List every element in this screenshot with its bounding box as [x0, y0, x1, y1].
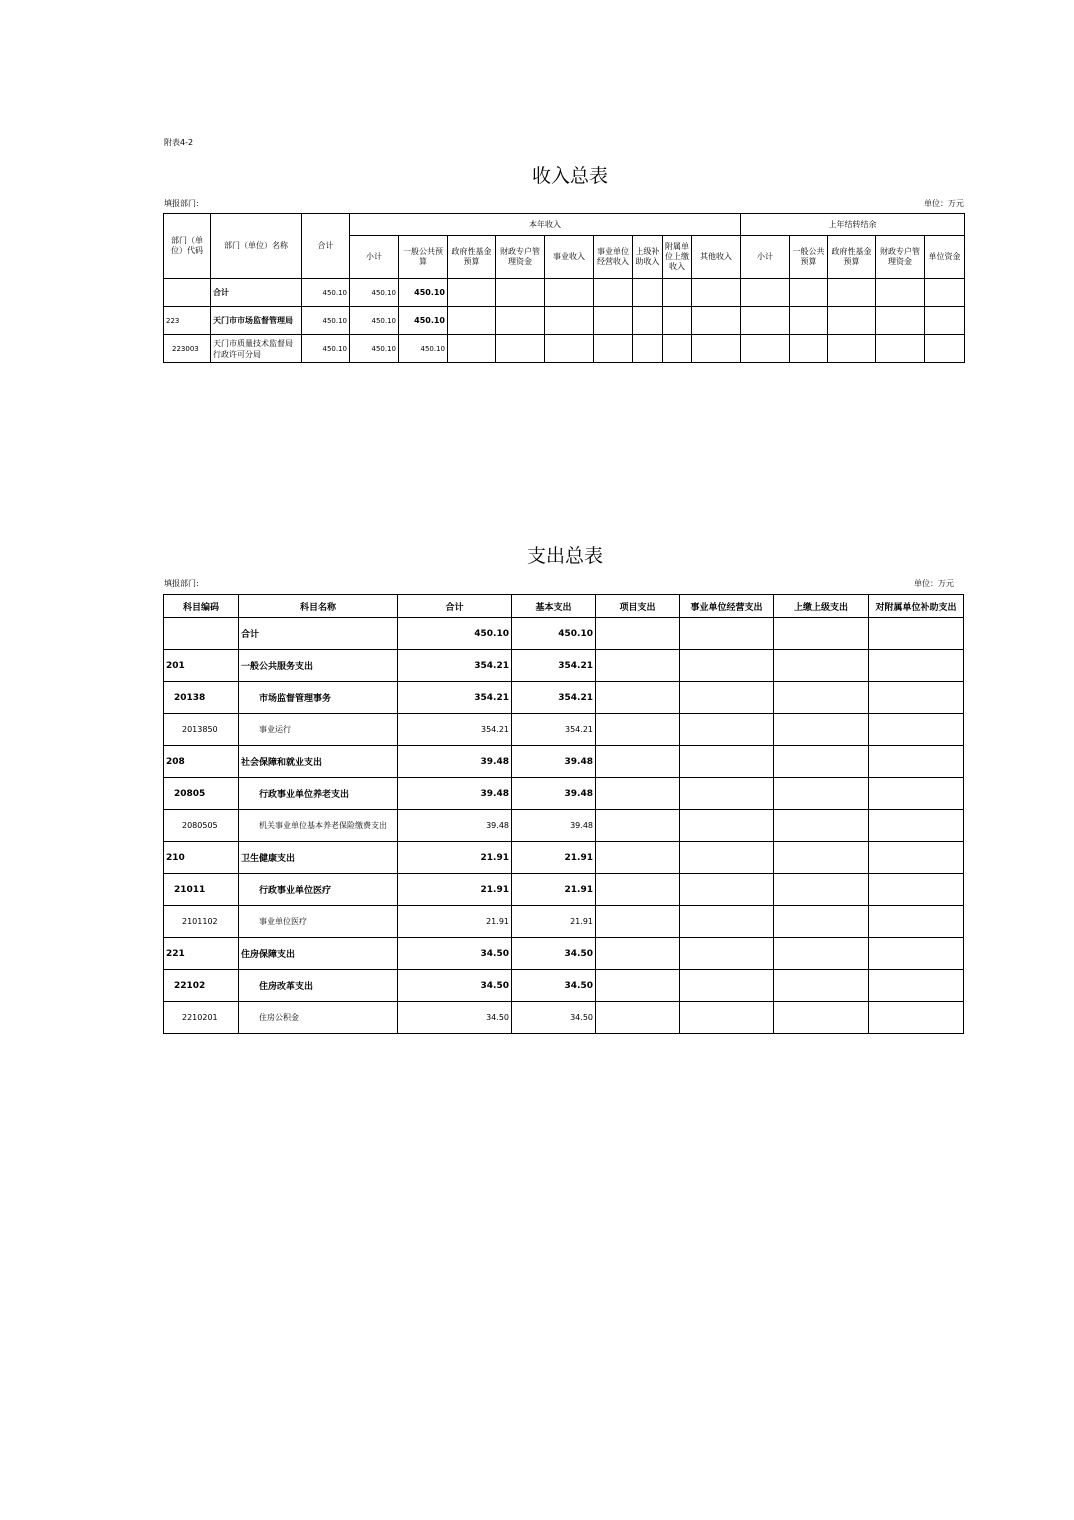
cell-empty [869, 810, 964, 842]
cell-name: 行政事业单位医疗 [239, 874, 398, 906]
expense-fill-dept: 填报部门: [164, 579, 199, 588]
cell-code: 22102 [164, 970, 239, 1002]
cell-total: 39.48 [398, 746, 512, 778]
cell-empty [596, 810, 680, 842]
cell-empty [869, 938, 964, 970]
table-row [164, 810, 964, 842]
cell-basic: 39.48 [512, 778, 596, 810]
cell-empty [680, 682, 774, 714]
cell-empty [680, 842, 774, 874]
cell-basic: 39.48 [512, 810, 596, 842]
col-c-subtotal: 小计 [741, 236, 790, 279]
cell-name: 合计 [239, 618, 398, 650]
cell-empty [869, 842, 964, 874]
cell-name: 一般公共服务支出 [239, 650, 398, 682]
cell-empty [869, 906, 964, 938]
cell-empty [680, 746, 774, 778]
cell-empty [680, 810, 774, 842]
col-total: 合计 [302, 214, 350, 279]
cell-name: 行政事业单位养老支出 [239, 778, 398, 810]
table-row [164, 906, 964, 938]
expense-table [163, 594, 964, 1034]
cell-empty [774, 874, 869, 906]
cell-basic: 450.10 [512, 618, 596, 650]
cell-basic: 354.21 [512, 682, 596, 714]
cell-empty [680, 906, 774, 938]
cell-basic: 34.50 [512, 1002, 596, 1034]
cell-empty [680, 714, 774, 746]
col-subtotal: 小计 [350, 236, 399, 279]
cell-basic: 21.91 [512, 842, 596, 874]
cell-basic: 39.48 [512, 746, 596, 778]
table-row [164, 874, 964, 906]
col-c-gov-fund: 政府性基金预算 [828, 236, 876, 279]
cell-empty [680, 970, 774, 1002]
cell-empty [680, 778, 774, 810]
cell-total: 39.48 [398, 810, 512, 842]
cell-empty [869, 874, 964, 906]
cell-empty [680, 874, 774, 906]
cell-empty [680, 1002, 774, 1034]
income-fill-dept: 填报部门: [164, 199, 199, 208]
cell-code: 20138 [164, 682, 239, 714]
cell-basic: 34.50 [512, 938, 596, 970]
cell-empty [774, 778, 869, 810]
table-row [164, 778, 964, 810]
cell-total: 450.10 [398, 618, 512, 650]
cell-name: 社会保障和就业支出 [239, 746, 398, 778]
table-row: 223 天门市市场监督管理局 450.10 450.10 450.10 [164, 307, 965, 335]
cell-total: 34.50 [398, 970, 512, 1002]
cell-name: 市场监督管理事务 [239, 682, 398, 714]
table-row [164, 842, 964, 874]
cell-code: 21011 [164, 874, 239, 906]
cell-empty [869, 778, 964, 810]
cell-total: 21.91 [398, 906, 512, 938]
cell-empty [869, 714, 964, 746]
cell-empty [774, 746, 869, 778]
cell-code: 201 [164, 650, 239, 682]
table-row [164, 682, 964, 714]
cell-empty [596, 906, 680, 938]
cell-empty [869, 746, 964, 778]
col-operating-income: 事业单位经营收入 [594, 236, 633, 279]
col-gov-fund: 政府性基金预算 [448, 236, 496, 279]
cell-code: 221 [164, 938, 239, 970]
cell-name: 机关事业单位基本养老保险缴费支出 [239, 810, 398, 842]
annex-label: 附表4-2 [164, 138, 194, 147]
cell-empty [680, 618, 774, 650]
cell-code: 2013850 [164, 714, 239, 746]
cell-empty [596, 682, 680, 714]
cell-basic: 21.91 [512, 874, 596, 906]
expense-title: 支出总表 [527, 545, 604, 567]
cell-empty [774, 618, 869, 650]
cell-empty [774, 970, 869, 1002]
table-row [164, 938, 964, 970]
col-basic: 基本支出 [512, 595, 596, 618]
income-unit: 单位：万元 [924, 199, 964, 208]
col-affiliated-income: 附属单位上缴收入 [663, 236, 692, 279]
col-c-general: 一般公共预算 [790, 236, 828, 279]
cell-code: 2101102 [164, 906, 239, 938]
income-table [163, 213, 965, 363]
col-code: 科目编码 [164, 595, 239, 618]
col-operating: 事业单位经营支出 [680, 595, 774, 618]
cell-code: 20805 [164, 778, 239, 810]
cell-empty [774, 810, 869, 842]
col-business-income: 事业收入 [545, 236, 594, 279]
cell-code: 210 [164, 842, 239, 874]
cell-empty [869, 682, 964, 714]
cell-basic: 21.91 [512, 906, 596, 938]
cell-total: 354.21 [398, 650, 512, 682]
cell-empty [774, 938, 869, 970]
col-name: 部门（单位）名称 [211, 214, 302, 279]
income-title: 收入总表 [532, 165, 609, 187]
cell-total: 21.91 [398, 842, 512, 874]
cell-empty [869, 618, 964, 650]
col-total: 合计 [398, 595, 512, 618]
col-affiliated: 对附属单位补助支出 [869, 595, 964, 618]
cell-name: 事业单位医疗 [239, 906, 398, 938]
col-code: 部门（单位）代码 [164, 214, 211, 279]
col-other-income: 其他收入 [692, 236, 741, 279]
cell-total: 34.50 [398, 938, 512, 970]
cell-code: 2080505 [164, 810, 239, 842]
table-row [164, 970, 964, 1002]
col-current-year: 本年收入 [350, 214, 741, 236]
col-project: 项目支出 [596, 595, 680, 618]
col-fiscal-special: 财政专户管理资金 [496, 236, 545, 279]
cell-empty [596, 1002, 680, 1034]
cell-empty [869, 970, 964, 1002]
cell-name: 住房保障支出 [239, 938, 398, 970]
cell-total: 354.21 [398, 682, 512, 714]
cell-empty [596, 746, 680, 778]
col-name: 科目名称 [239, 595, 398, 618]
col-c-unit-fund: 单位资金 [925, 236, 965, 279]
col-c-fiscal-special: 财政专户管理资金 [876, 236, 925, 279]
table-row [164, 746, 964, 778]
cell-total: 354.21 [398, 714, 512, 746]
cell-name: 住房公积金 [239, 1002, 398, 1034]
col-upper: 上缴上级支出 [774, 595, 869, 618]
cell-basic: 354.21 [512, 650, 596, 682]
cell-name: 事业运行 [239, 714, 398, 746]
cell-empty [869, 1002, 964, 1034]
cell-code [164, 618, 239, 650]
col-subsidy-income: 上级补助收入 [633, 236, 663, 279]
cell-empty [680, 650, 774, 682]
table-row [164, 650, 964, 682]
cell-total: 21.91 [398, 874, 512, 906]
cell-code: 208 [164, 746, 239, 778]
cell-empty [774, 1002, 869, 1034]
cell-empty [774, 714, 869, 746]
cell-name: 住房改革支出 [239, 970, 398, 1002]
col-carryover: 上年结转结余 [741, 214, 965, 236]
cell-empty [680, 938, 774, 970]
cell-empty [774, 682, 869, 714]
cell-empty [774, 906, 869, 938]
cell-code: 2210201 [164, 1002, 239, 1034]
cell-empty [774, 650, 869, 682]
cell-empty [596, 842, 680, 874]
table-row [164, 714, 964, 746]
cell-empty [596, 778, 680, 810]
cell-total: 39.48 [398, 778, 512, 810]
cell-basic: 34.50 [512, 970, 596, 1002]
expense-unit: 单位：万元 [914, 579, 954, 588]
cell-name: 卫生健康支出 [239, 842, 398, 874]
cell-empty [774, 842, 869, 874]
cell-empty [596, 618, 680, 650]
cell-empty [869, 650, 964, 682]
table-row [164, 1002, 964, 1034]
cell-empty [596, 874, 680, 906]
cell-empty [596, 970, 680, 1002]
table-row: 223003 天门市质量技术监督局行政许可分局 450.10 450.10 450.10 [164, 335, 965, 363]
col-general-budget: 一般公共预算 [399, 236, 448, 279]
cell-empty [596, 938, 680, 970]
cell-basic: 354.21 [512, 714, 596, 746]
cell-empty [596, 714, 680, 746]
cell-empty [596, 650, 680, 682]
table-row: 合计 450.10 450.10 450.10 [164, 279, 965, 307]
cell-total: 34.50 [398, 1002, 512, 1034]
table-row [164, 618, 964, 650]
